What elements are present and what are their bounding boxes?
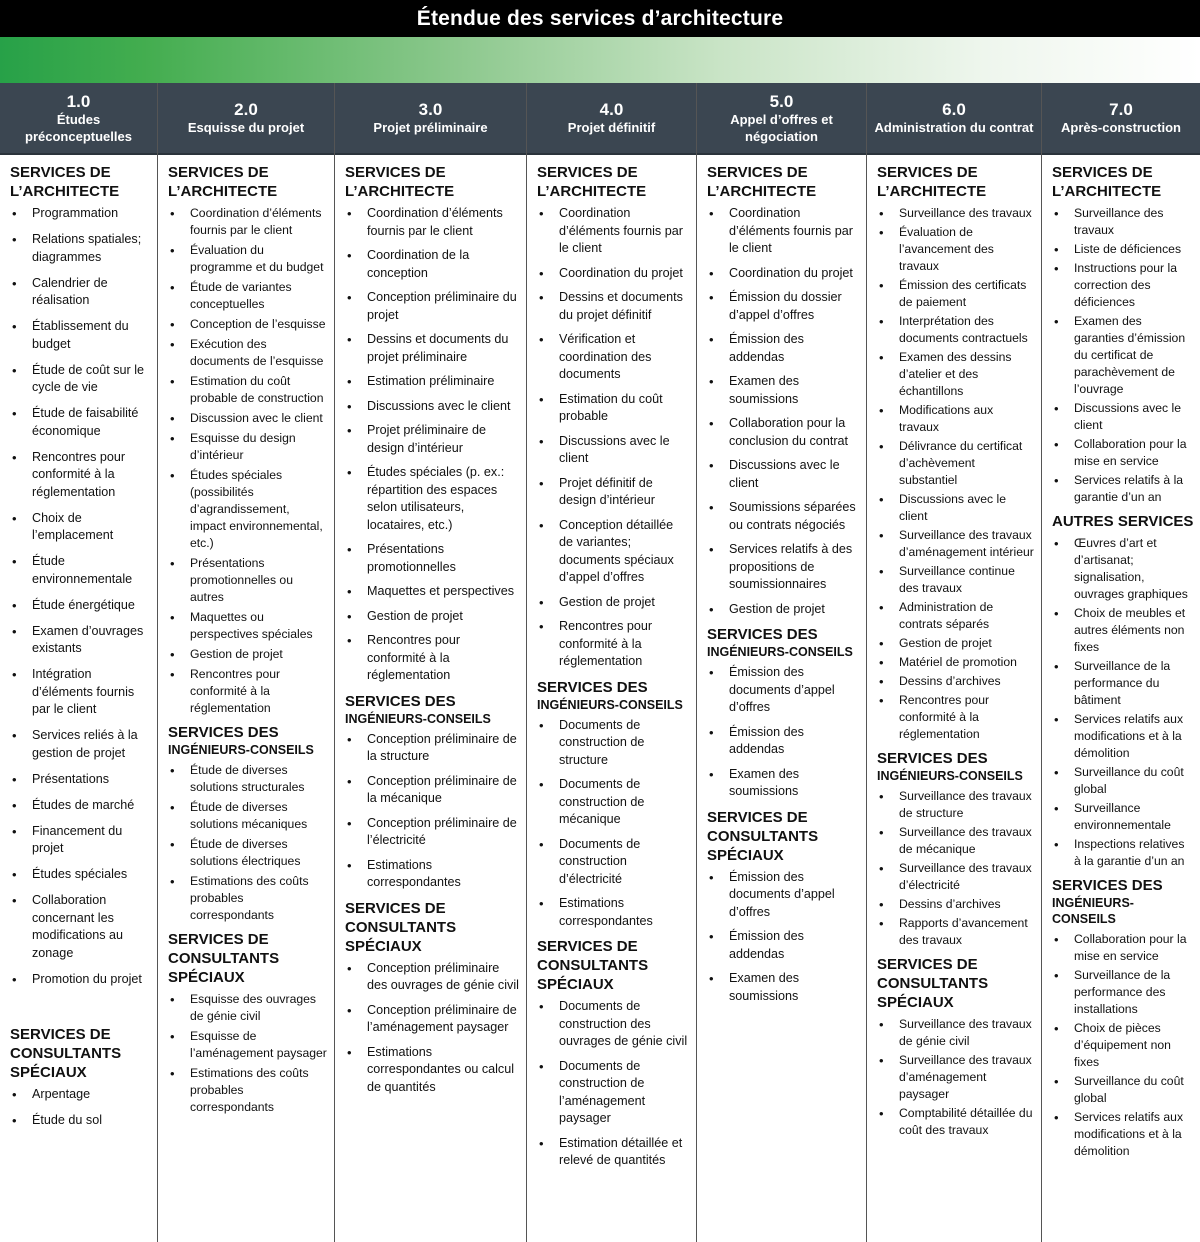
phase-body xyxy=(697,155,866,1005)
section-title-text: SERVICES DE L’ARCHITECTE xyxy=(345,164,455,200)
section-title xyxy=(537,163,690,201)
section-title-text: SERVICES DE CONSULTANTS SPÉCIAUX xyxy=(168,931,280,986)
service-item: • Surveillance des travaux d’aménagement paysager xyxy=(877,1052,1035,1103)
service-item: • Services relatifs à la garantie d’un an xyxy=(1052,472,1194,506)
service-item: • Documents de construction de l’aménagement paysager xyxy=(537,1058,690,1128)
section-title xyxy=(707,808,860,865)
section-title xyxy=(168,930,328,987)
service-item: • Promotion du projet xyxy=(10,971,151,989)
service-item: • Étude de faisabilité économique xyxy=(10,405,151,440)
service-item: • Surveillance des travaux de structure xyxy=(877,788,1035,822)
section-title xyxy=(707,625,860,660)
phase-header xyxy=(158,83,334,155)
section-title xyxy=(10,1025,151,1082)
service-item: • Documents de construction des ouvrages de génie civil xyxy=(537,998,690,1051)
service-item: • Conception préliminaire de la mécanique xyxy=(345,773,520,808)
service-item: • Étude de diverses solutions structurales xyxy=(168,762,328,796)
service-item: • Examen des soumissions xyxy=(707,766,860,801)
section-title xyxy=(877,163,1035,201)
service-item: • Collaboration pour la conclusion du contrat xyxy=(707,415,860,450)
service-item: • Discussions avec le client xyxy=(877,491,1035,525)
service-item: • Coordination du projet xyxy=(707,265,860,283)
service-item: • Étude du sol xyxy=(10,1112,151,1130)
service-item: • Gestion de projet xyxy=(345,608,520,626)
phase-column-2 xyxy=(158,83,335,1242)
service-item: • Estimation du coût probable de construction xyxy=(168,373,328,407)
service-item: • Surveillance de la performance du bâtiment xyxy=(1052,658,1194,709)
service-item: • Examen des dessins d’atelier et des échantillons xyxy=(877,349,1035,400)
service-item: • Matériel de promotion xyxy=(877,654,1035,671)
service-item: • Administration de contrats séparés xyxy=(877,599,1035,633)
service-item: • Instructions pour la correction des déficiences xyxy=(1052,260,1194,311)
service-item: • Inspections relatives à la garantie d’un an xyxy=(1052,836,1194,870)
service-list xyxy=(345,205,520,685)
service-item: • Discussions avec le client xyxy=(1052,400,1194,434)
service-item: • Estimations des coûts probables correspondants xyxy=(168,1065,328,1116)
service-item: • Maquettes et perspectives xyxy=(345,583,520,601)
phase-number: 2.0 xyxy=(234,100,258,119)
service-item: • Discussions avec le client xyxy=(345,398,520,416)
section-title xyxy=(168,163,328,201)
service-item: • Coordination d’éléments fournis par le client xyxy=(168,205,328,239)
section-title xyxy=(345,899,520,956)
phase-header xyxy=(1042,83,1200,155)
phase-body xyxy=(1042,155,1200,1160)
section-title xyxy=(1052,163,1194,201)
phase-title: Projet préliminaire xyxy=(373,120,488,135)
service-item: • Études spéciales (p. ex.: répartition des espaces selon utilisateurs, locataires, etc.) xyxy=(345,464,520,534)
section-title xyxy=(345,163,520,201)
section-title-text: SERVICES DES xyxy=(707,626,818,643)
service-item: • Étude énergétique xyxy=(10,597,151,615)
service-item: • Dessins d’archives xyxy=(877,673,1035,690)
service-item: • Conception détaillée de variantes; documents spéciaux d’appel d’offres xyxy=(537,517,690,587)
section-title-text: SERVICES DE L’ARCHITECTE xyxy=(1052,164,1162,200)
phase-number: 1.0 xyxy=(66,91,91,111)
service-item: • Maquettes ou perspectives spéciales xyxy=(168,609,328,643)
section-title xyxy=(537,678,690,713)
service-item: • Modifications aux travaux xyxy=(877,402,1035,436)
service-item: • Collaboration pour la mise en service xyxy=(1052,436,1194,470)
section-title-text: SERVICES DE CONSULTANTS SPÉCIAUX xyxy=(707,808,819,864)
service-item: • Évaluation de l’avancement des travaux xyxy=(877,224,1035,275)
service-item: • Services relatifs aux modifications et à la démolition xyxy=(1052,711,1194,762)
service-item: • Dessins et documents du projet préliminaire xyxy=(345,331,520,366)
service-item: • Documents de construction de structure xyxy=(537,717,690,770)
service-item: • Estimations correspondantes xyxy=(537,895,690,930)
service-item: • Esquisse du design d’intérieur xyxy=(168,430,328,464)
service-item: • Conception de l’esquisse xyxy=(168,316,328,333)
service-list xyxy=(168,762,328,924)
phase-title: Appel d’offres et négociation xyxy=(730,111,833,144)
phase-number: 5.0 xyxy=(769,91,794,111)
service-item: • Comptabilité détaillée du coût des travaux xyxy=(877,1105,1035,1139)
phase-number: 6.0 xyxy=(942,100,966,119)
section-subtitle: INGÉNIEURS-CONSEILS xyxy=(537,697,683,712)
decorative-gradient-band xyxy=(0,37,1200,83)
service-item: • Conception préliminaire du projet xyxy=(345,289,520,324)
service-list xyxy=(537,717,690,931)
section-title-text: SERVICES DE CONSULTANTS SPÉCIAUX xyxy=(10,1025,122,1081)
service-item: • Œuvres d’art et d’artisanat; signalisation, ouvrages graphiques xyxy=(1052,535,1194,603)
service-list xyxy=(345,960,520,1097)
phase-title: Projet définitif xyxy=(567,120,656,135)
service-item: • Gestion de projet xyxy=(537,594,690,612)
service-item: • Projet préliminaire de design d’intérieur xyxy=(345,422,520,457)
service-list xyxy=(877,1016,1035,1139)
service-item: • Étude environnementale xyxy=(10,553,151,588)
service-item: • Rapports d’avancement des travaux xyxy=(877,915,1035,949)
service-item: • Surveillance des travaux xyxy=(877,205,1035,222)
service-item: • Émission des addendas xyxy=(707,928,860,963)
service-list xyxy=(168,205,328,717)
service-item: • Choix de l’emplacement xyxy=(10,510,151,545)
service-item: • Relations spatiales; diagrammes xyxy=(10,231,151,266)
phase-column-5 xyxy=(697,83,867,1242)
service-item: • Interprétation des documents contractuels xyxy=(877,313,1035,347)
service-list xyxy=(707,664,860,801)
section-subtitle: INGÉNIEURS-CONSEILS xyxy=(707,645,853,659)
service-item: • Conception préliminaire de l’électricité xyxy=(345,815,520,850)
service-list xyxy=(537,205,690,671)
phase-column-6 xyxy=(867,83,1042,1242)
service-item: • Surveillance des travaux de mécanique xyxy=(877,824,1035,858)
section-title-text: SERVICES DE CONSULTANTS SPÉCIAUX xyxy=(537,938,649,993)
service-item: • Discussions avec le client xyxy=(537,433,690,468)
section-subtitle: INGÉNIEURS-CONSEILS xyxy=(877,769,1023,783)
service-item: • Coordination d’éléments fournis par le client xyxy=(707,205,860,258)
section-subtitle: INGÉNIEURS-CONSEILS xyxy=(1052,896,1134,926)
service-item: • Surveillance des travaux de génie civil xyxy=(877,1016,1035,1050)
phase-body xyxy=(867,155,1041,1139)
phase-header xyxy=(697,83,866,155)
section-title-text: SERVICES DE CONSULTANTS SPÉCIAUX xyxy=(345,899,457,955)
service-item: • Émission des addendas xyxy=(707,331,860,366)
service-list xyxy=(10,205,151,988)
section-title-text: SERVICES DE CONSULTANTS SPÉCIAUX xyxy=(877,956,989,1011)
service-item: • Rencontres pour conformité à la réglementation xyxy=(168,666,328,717)
service-item: • Projet définitif de design d’intérieur xyxy=(537,475,690,510)
service-item: • Rencontres pour conformité à la réglementation xyxy=(345,632,520,685)
services-table xyxy=(0,83,1200,1242)
service-item: • Coordination du projet xyxy=(537,265,690,283)
service-item: • Conception préliminaire de la structure xyxy=(345,731,520,766)
service-item: • Coordination de la conception xyxy=(345,247,520,282)
service-item: • Présentations promotionnelles xyxy=(345,541,520,576)
service-item: • Délivrance du certificat d’achèvement substantiel xyxy=(877,438,1035,489)
service-item: • Examen des garanties d’émission du certificat de parachèvement de l’ouvrage xyxy=(1052,313,1194,398)
service-item: • Documents de construction d’électricité xyxy=(537,836,690,889)
page-title: Étendue des services d’architecture xyxy=(0,0,1200,37)
service-item: • Émission du dossier d’appel d’offres xyxy=(707,289,860,324)
service-item: • Coordination d’éléments fournis par le client xyxy=(537,205,690,258)
service-item: • Rencontres pour conformité à la réglementation xyxy=(877,692,1035,743)
service-item: • Présentations xyxy=(10,771,151,789)
phase-column-1 xyxy=(0,83,158,1242)
service-list xyxy=(707,205,860,618)
phase-body xyxy=(0,155,157,1129)
phase-body xyxy=(158,155,334,1116)
service-item: • Dessins et documents du projet définitif xyxy=(537,289,690,324)
service-item: • Rencontres pour conformité à la réglementation xyxy=(10,449,151,502)
service-item: • Financement du projet xyxy=(10,823,151,858)
section-title-text: SERVICES DE L’ARCHITECTE xyxy=(707,164,817,200)
service-item: • Surveillance de la performance des installations xyxy=(1052,967,1194,1018)
service-item: • Surveillance du coût global xyxy=(1052,1073,1194,1107)
service-item: • Évaluation du programme et du budget xyxy=(168,242,328,276)
service-item: • Surveillance du coût global xyxy=(1052,764,1194,798)
phase-header xyxy=(335,83,526,155)
section-spacer xyxy=(10,997,151,1019)
section-title-text: SERVICES DE L’ARCHITECTE xyxy=(168,164,278,200)
section-title xyxy=(1052,876,1194,927)
service-item: • Services relatifs aux modifications et à la démolition xyxy=(1052,1109,1194,1160)
service-item: • Estimation détaillée et relevé de quantités xyxy=(537,1135,690,1170)
service-item: • Études de marché xyxy=(10,797,151,815)
service-item: • Rencontres pour conformité à la réglementation xyxy=(537,618,690,671)
section-title-text: SERVICES DES xyxy=(1052,877,1163,894)
section-title-text: SERVICES DES xyxy=(345,692,456,710)
service-item: • Conception préliminaire des ouvrages de génie civil xyxy=(345,960,520,995)
service-list xyxy=(10,1086,151,1130)
service-item: • Émission des addendas xyxy=(707,724,860,759)
service-item: • Vérification et coordination des documents xyxy=(537,331,690,384)
service-list xyxy=(1052,205,1194,506)
service-item: • Étude de coût sur le cycle de vie xyxy=(10,362,151,397)
service-item: • Estimations correspondantes ou calcul de quantités xyxy=(345,1044,520,1097)
phase-number: 3.0 xyxy=(418,100,443,119)
service-list xyxy=(1052,535,1194,870)
section-title xyxy=(10,163,151,201)
service-item: • Établissement du budget xyxy=(10,318,151,353)
service-item: • Gestion de projet xyxy=(168,646,328,663)
phase-number: 4.0 xyxy=(599,100,624,119)
service-item: • Arpentage xyxy=(10,1086,151,1104)
service-item: • Surveillance continue des travaux xyxy=(877,563,1035,597)
service-item: • Liste de déficiences xyxy=(1052,241,1194,258)
phase-title: Esquisse du projet xyxy=(187,120,305,135)
section-title-text: SERVICES DE L’ARCHITECTE xyxy=(877,164,987,200)
section-title-text: SERVICES DE L’ARCHITECTE xyxy=(10,164,120,200)
service-item: • Gestion de projet xyxy=(877,635,1035,652)
phase-number: 7.0 xyxy=(1109,100,1133,119)
service-item: • Surveillance des travaux xyxy=(1052,205,1194,239)
service-item: • Présentations promotionnelles ou autres xyxy=(168,555,328,606)
service-item: • Coordination d’éléments fournis par le client xyxy=(345,205,520,240)
service-list xyxy=(537,998,690,1170)
service-item: • Étude de diverses solutions électriques xyxy=(168,836,328,870)
service-item: • Études spéciales (possibilités d’agrandissement, impact environnemental, etc.) xyxy=(168,467,328,552)
section-title-text: SERVICES DES xyxy=(168,724,279,741)
service-item: • Collaboration concernant les modifications au zonage xyxy=(10,892,151,962)
section-title-text: SERVICES DE L’ARCHITECTE xyxy=(537,164,647,200)
service-item: • Examen des soumissions xyxy=(707,373,860,408)
phase-column-7 xyxy=(1042,83,1200,1242)
service-item: • Émission des documents d’appel d’offres xyxy=(707,869,860,922)
phase-title: Après-construction xyxy=(1061,120,1181,135)
service-item: • Études spéciales xyxy=(10,866,151,884)
phase-column-4 xyxy=(527,83,697,1242)
service-list xyxy=(168,991,328,1116)
service-item: • Surveillance des travaux d’électricité xyxy=(877,860,1035,894)
service-item: • Estimations des coûts probables correspondants xyxy=(168,873,328,924)
service-item: • Étude de diverses solutions mécaniques xyxy=(168,799,328,833)
phase-column-3 xyxy=(335,83,527,1242)
service-item: • Dessins d’archives xyxy=(877,896,1035,913)
service-item: • Surveillance environnementale xyxy=(1052,800,1194,834)
service-item: • Examen des soumissions xyxy=(707,970,860,1005)
service-item: • Exécution des documents de l’esquisse xyxy=(168,336,328,370)
service-item: • Gestion de projet xyxy=(707,601,860,619)
service-list xyxy=(345,731,520,892)
service-item: • Surveillance des travaux d’aménagement intérieur xyxy=(877,527,1035,561)
service-item: • Documents de construction de mécanique xyxy=(537,776,690,829)
section-title-text: AUTRES SERVICES xyxy=(1052,513,1194,530)
section-title-text: SERVICES DES xyxy=(877,750,988,767)
service-list xyxy=(877,788,1035,949)
section-title-text: SERVICES DES xyxy=(537,678,648,696)
service-item: • Services reliés à la gestion de projet xyxy=(10,727,151,762)
service-item: • Intégration d’éléments fournis par le client xyxy=(10,666,151,719)
section-title xyxy=(537,937,690,994)
service-item: • Examen d’ouvrages existants xyxy=(10,623,151,658)
section-title xyxy=(707,163,860,201)
section-title xyxy=(345,692,520,727)
service-item: • Esquisse de l’aménagement paysager xyxy=(168,1028,328,1062)
service-list xyxy=(1052,931,1194,1160)
phase-title: Études préconceptuelles xyxy=(25,111,132,144)
service-item: • Émission des documents d’appel d’offres xyxy=(707,664,860,717)
phase-header xyxy=(527,83,696,155)
service-item: • Choix de pièces d’équipement non fixes xyxy=(1052,1020,1194,1071)
section-title xyxy=(168,723,328,758)
phase-header xyxy=(0,83,157,155)
service-item: • Estimation préliminaire xyxy=(345,373,520,391)
phase-header xyxy=(867,83,1041,155)
service-item: • Esquisse des ouvrages de génie civil xyxy=(168,991,328,1025)
service-item: • Choix de meubles et autres éléments non fixes xyxy=(1052,605,1194,656)
phase-body xyxy=(335,155,526,1096)
section-title xyxy=(1052,512,1194,531)
service-item: • Services relatifs à des propositions de soumissionnaires xyxy=(707,541,860,594)
phase-body xyxy=(527,155,696,1170)
section-subtitle: INGÉNIEURS-CONSEILS xyxy=(345,711,491,726)
section-title xyxy=(877,955,1035,1012)
service-item: • Discussions avec le client xyxy=(707,457,860,492)
service-item: • Estimations correspondantes xyxy=(345,857,520,892)
section-title xyxy=(877,749,1035,784)
service-list xyxy=(877,205,1035,743)
service-item: • Étude de variantes conceptuelles xyxy=(168,279,328,313)
service-item: • Calendrier de réalisation xyxy=(10,275,151,310)
service-item: • Discussion avec le client xyxy=(168,410,328,427)
section-subtitle: INGÉNIEURS-CONSEILS xyxy=(168,743,314,757)
service-item: • Estimation du coût probable xyxy=(537,391,690,426)
service-item: • Collaboration pour la mise en service xyxy=(1052,931,1194,965)
service-list xyxy=(707,869,860,1006)
service-item: • Soumissions séparées ou contrats négociés xyxy=(707,499,860,534)
service-item: • Émission des certificats de paiement xyxy=(877,277,1035,311)
phase-title: Administration du contrat xyxy=(874,120,1034,135)
service-item: • Programmation xyxy=(10,205,151,223)
service-item: • Conception préliminaire de l’aménagement paysager xyxy=(345,1002,520,1037)
